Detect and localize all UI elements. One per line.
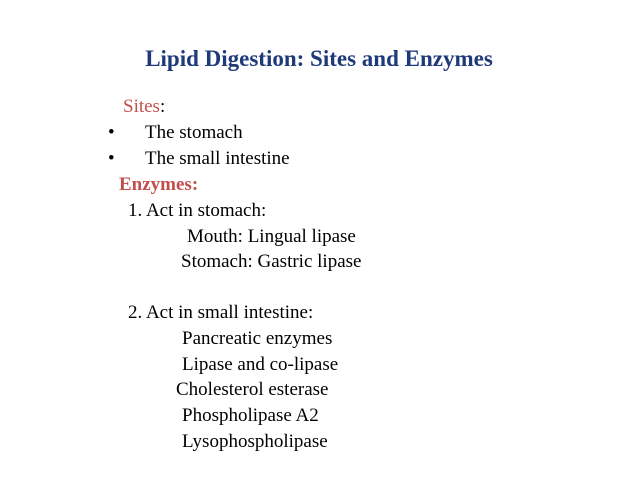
bullet-icon: • <box>108 148 115 169</box>
list-item-site: The small intestine <box>145 148 290 169</box>
list-item-site: The stomach <box>145 122 243 143</box>
list-item-enzyme: Lipase and co-lipase <box>182 354 339 375</box>
sites-heading-colon: : <box>159 96 166 117</box>
list-item-enzyme: Cholesterol esterase <box>176 379 329 400</box>
list-item-enzyme: Pancreatic enzymes <box>182 328 333 349</box>
slide-title: Lipid Digestion: Sites and Enzymes <box>145 46 493 71</box>
list-item-enzyme: Phospholipase A2 <box>182 405 319 426</box>
list-item-enzyme: Stomach: Gastric lipase <box>181 251 362 272</box>
enzyme-group-small-intestine: 2. Act in small intestine: <box>128 302 314 323</box>
sites-heading-label: Sites <box>123 96 160 117</box>
sites-heading <box>123 96 165 118</box>
enzymes-heading: Enzymes: <box>119 174 199 195</box>
list-item-enzyme: Mouth: Lingual lipase <box>187 226 356 247</box>
enzyme-group-stomach: 1. Act in stomach: <box>128 200 267 221</box>
list-item-enzyme: Lysophospholipase <box>182 431 328 452</box>
bullet-icon: • <box>108 122 115 143</box>
